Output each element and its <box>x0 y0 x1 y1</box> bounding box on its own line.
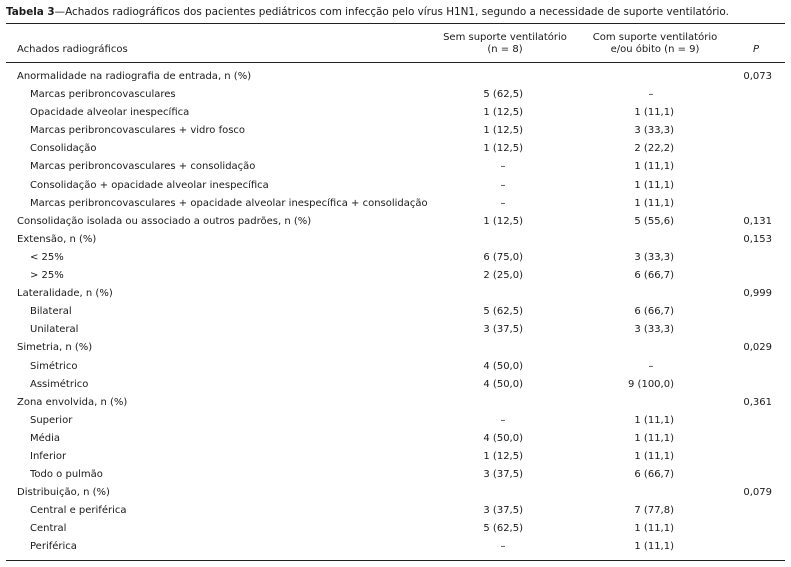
header-no-support-line2: (n = 8) <box>487 44 523 55</box>
table-row <box>0 448 791 466</box>
p-value: 0,079 <box>743 487 772 499</box>
row-label: Consolidação + opacidade alveolar inespecífica <box>30 179 269 191</box>
row-label: Extensão, n (%) <box>17 233 97 245</box>
with-support-value: 2 (22,2) <box>634 143 674 155</box>
with-support-value: 1 (11,1) <box>634 179 674 191</box>
table-row <box>0 502 791 520</box>
table-row <box>0 86 791 104</box>
table-row <box>0 177 791 195</box>
table-row <box>0 321 791 339</box>
header-with-support <box>575 32 735 56</box>
row-label: Simetria, n (%) <box>17 342 93 354</box>
table-body <box>0 68 791 557</box>
with-support-value: 3 (33,3) <box>634 125 674 137</box>
header-with-support-line1: Com suporte ventilatório <box>592 32 718 43</box>
row-label: Lateralidade, n (%) <box>17 288 113 300</box>
with-support-value: 5 (55,6) <box>634 215 674 227</box>
no-support-value: 3 (37,5) <box>483 505 523 517</box>
no-support-value: 1 (12,5) <box>483 215 523 227</box>
with-support-value: 6 (66,7) <box>634 469 674 481</box>
table-row <box>0 195 791 213</box>
no-support-value: 1 (12,5) <box>483 143 523 155</box>
no-support-value: 6 (75,0) <box>483 251 523 263</box>
with-support-value: 1 (11,1) <box>634 523 674 535</box>
table-row <box>0 285 791 303</box>
header-with-support-line2: e/ou óbito (n = 9) <box>610 44 700 55</box>
caption-label: Tabela 3 <box>6 6 55 18</box>
p-value: 0,361 <box>743 396 772 408</box>
with-support-value: 3 (33,3) <box>634 324 674 336</box>
table-row <box>0 412 791 430</box>
row-label: Unilateral <box>30 324 79 336</box>
no-support-value: 1 (12,5) <box>483 107 523 119</box>
table-row <box>0 358 791 376</box>
header-p-value: P <box>753 44 760 55</box>
no-support-value: – <box>500 161 506 173</box>
row-label: Consolidação isolada ou associado a outros padrões, n (%) <box>17 215 312 227</box>
row-label: Inferior <box>30 450 67 462</box>
table-row <box>0 394 791 412</box>
caption-text: —Achados radiográficos dos pacientes pediátricos com infecção pelo vírus H1N1, segundo a necessidade de suporte ventilatório. <box>54 6 729 18</box>
no-support-value: – <box>500 197 506 209</box>
no-support-value: 2 (25,0) <box>483 270 523 282</box>
with-support-value: 1 (11,1) <box>634 432 674 444</box>
table-caption <box>6 6 729 18</box>
with-support-value: – <box>648 89 654 101</box>
with-support-value: 6 (66,7) <box>634 270 674 282</box>
table-row <box>0 122 791 140</box>
no-support-value: 1 (12,5) <box>483 450 523 462</box>
row-label: Central e periférica <box>30 505 127 517</box>
row-label: Média <box>30 432 61 444</box>
header-no-support <box>425 32 585 56</box>
row-label: Consolidação <box>30 143 97 155</box>
row-label: Marcas peribroncovasculares + consolidação <box>30 161 256 173</box>
table-row <box>0 140 791 158</box>
table-row <box>0 484 791 502</box>
table-row <box>0 267 791 285</box>
table-row <box>0 68 791 86</box>
no-support-value: 3 (37,5) <box>483 324 523 336</box>
header-findings: Achados radiográficos <box>17 44 128 55</box>
no-support-value: 5 (62,5) <box>483 306 523 318</box>
p-value: 0,999 <box>743 288 772 300</box>
no-support-value: – <box>500 179 506 191</box>
with-support-value: 6 (66,7) <box>634 306 674 318</box>
row-label: Bilateral <box>30 306 72 318</box>
header-rule <box>6 62 785 63</box>
no-support-value: 4 (50,0) <box>483 432 523 444</box>
row-label: Zona envolvida, n (%) <box>17 396 128 408</box>
with-support-value: 1 (11,1) <box>634 107 674 119</box>
row-label: Distribuição, n (%) <box>17 487 110 499</box>
row-label: Central <box>30 523 67 535</box>
no-support-value: – <box>500 414 506 426</box>
with-support-value: 1 (11,1) <box>634 414 674 426</box>
p-value: 0,073 <box>743 71 772 82</box>
with-support-value: 1 (11,1) <box>634 161 674 173</box>
row-label: Assimétrico <box>30 378 89 390</box>
table-row <box>0 231 791 249</box>
table-row <box>0 520 791 538</box>
p-value: 0,131 <box>743 215 772 227</box>
row-label: Superior <box>30 414 73 426</box>
table-row <box>0 538 791 556</box>
with-support-value: – <box>648 360 654 372</box>
row-label: Periférica <box>30 541 77 553</box>
with-support-value: 7 (77,8) <box>634 505 674 517</box>
row-label: Marcas peribroncovasculares <box>30 89 176 101</box>
row-label: < 25% <box>30 251 64 263</box>
with-support-value: 1 (11,1) <box>634 450 674 462</box>
top-rule <box>6 23 785 24</box>
no-support-value: 5 (62,5) <box>483 89 523 101</box>
no-support-value: – <box>500 541 506 553</box>
no-support-value: 4 (50,0) <box>483 378 523 390</box>
header-no-support-line1: Sem suporte ventilatório <box>443 32 567 43</box>
table-row <box>0 303 791 321</box>
row-label: Opacidade alveolar inespecífica <box>30 107 190 119</box>
no-support-value: 3 (37,5) <box>483 469 523 481</box>
row-label: Marcas peribroncovasculares + vidro fosco <box>30 125 246 137</box>
bottom-rule <box>6 560 785 561</box>
row-label: > 25% <box>30 270 64 282</box>
table-row <box>0 430 791 448</box>
with-support-value: 1 (11,1) <box>634 541 674 553</box>
p-value: 0,029 <box>743 342 772 354</box>
no-support-value: 1 (12,5) <box>483 125 523 137</box>
with-support-value: 9 (100,0) <box>628 378 674 390</box>
table-row <box>0 104 791 122</box>
row-label: Marcas peribroncovasculares + opacidade alveolar inespecífica + consolidação <box>30 197 428 209</box>
table-row <box>0 249 791 267</box>
no-support-value: 5 (62,5) <box>483 523 523 535</box>
row-label: Simétrico <box>30 360 78 372</box>
table-row <box>0 339 791 357</box>
with-support-value: 1 (11,1) <box>634 197 674 209</box>
table-row <box>0 158 791 176</box>
p-value: 0,153 <box>743 233 772 245</box>
row-label: Todo o pulmão <box>30 469 103 481</box>
with-support-value: 3 (33,3) <box>634 251 674 263</box>
table-row <box>0 466 791 484</box>
row-label: Anormalidade na radiografia de entrada, n (%) <box>17 71 252 82</box>
table-row <box>0 376 791 394</box>
table-row <box>0 213 791 231</box>
no-support-value: 4 (50,0) <box>483 360 523 372</box>
